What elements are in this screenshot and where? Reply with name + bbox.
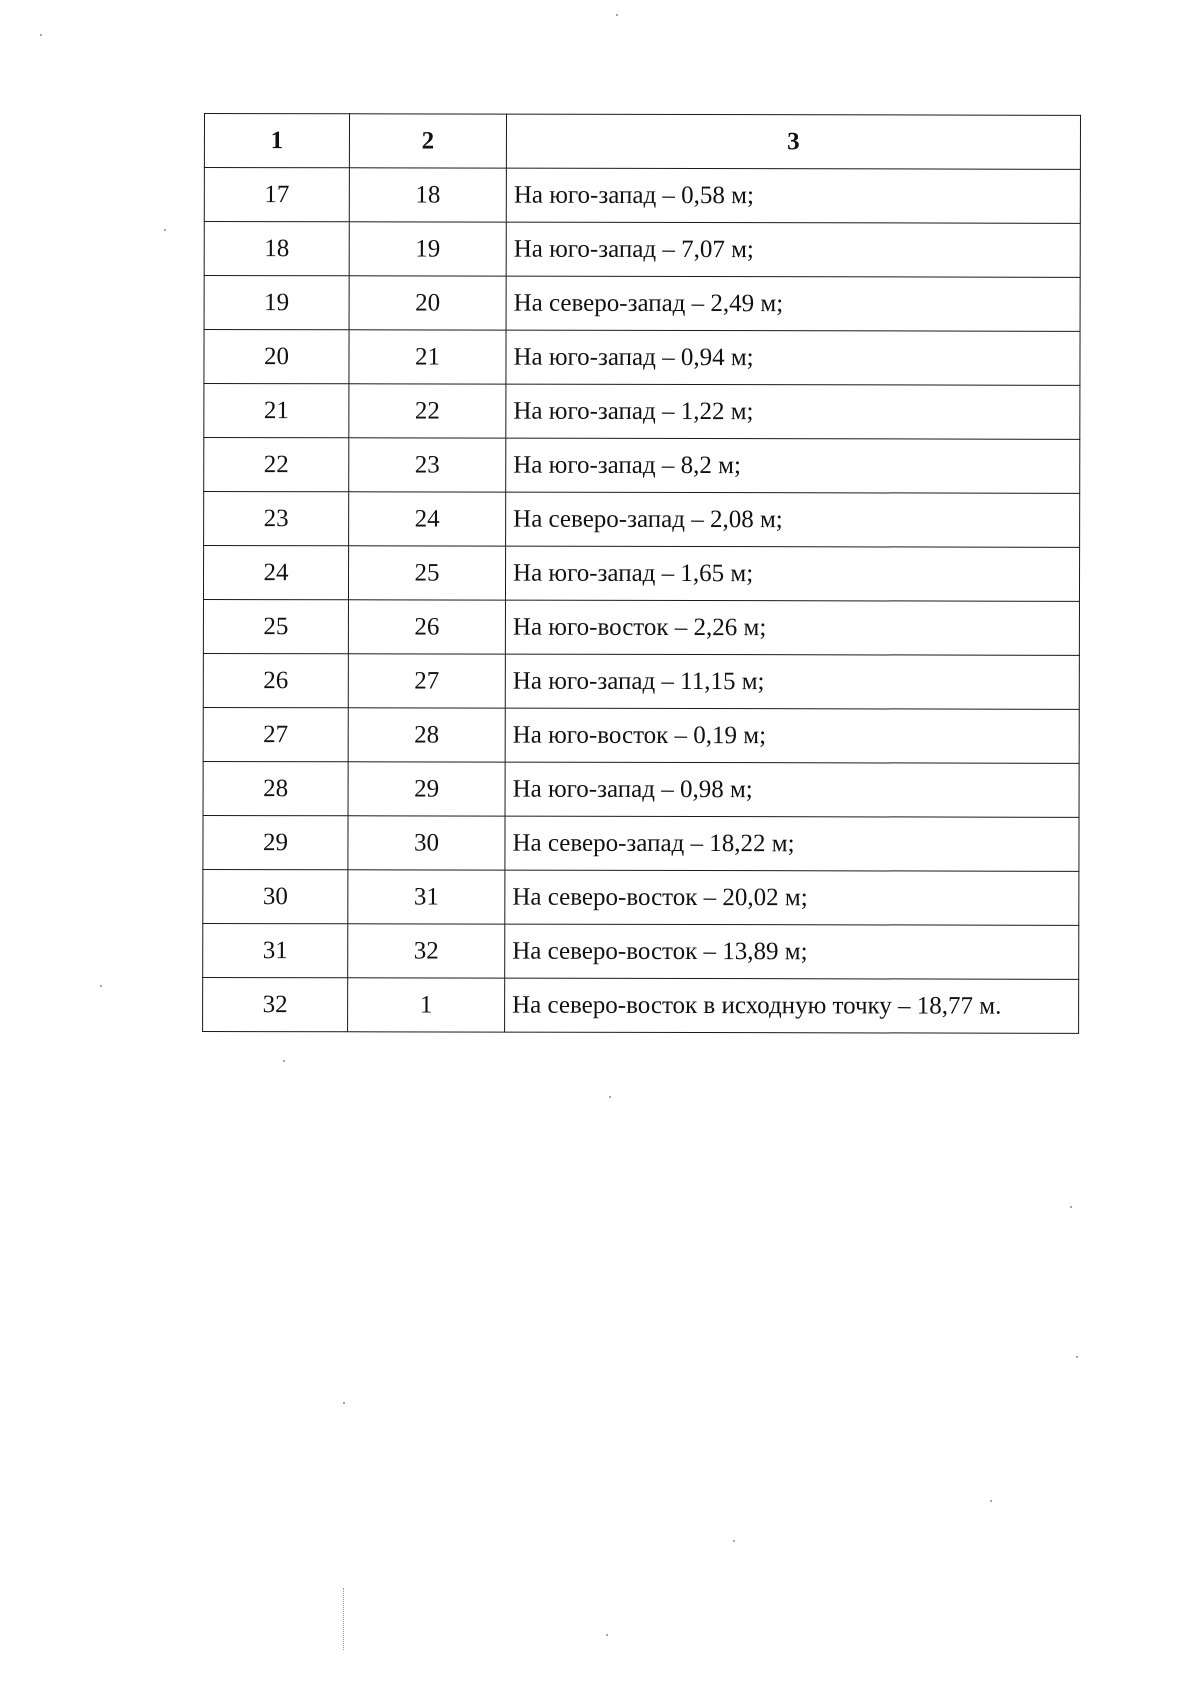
scan-speck: [609, 1096, 611, 1098]
table-row: [203, 546, 1079, 602]
header-col-2: 2: [349, 114, 506, 168]
direction-cell: На юго-запад – 0,98 м;: [505, 762, 1079, 817]
to-point-cell: 25: [348, 546, 505, 600]
scan-speck: [733, 1540, 735, 1542]
from-point-cell: 24: [203, 546, 348, 600]
to-point-cell: 19: [349, 222, 506, 276]
table-row: [204, 222, 1080, 278]
from-point-cell: 23: [204, 492, 349, 546]
scan-mark: [343, 1588, 345, 1650]
table-row: [203, 977, 1079, 1033]
table-row: [204, 384, 1080, 440]
from-point-cell: 21: [204, 384, 349, 438]
scan-speck: [283, 1060, 285, 1062]
direction-cell: На юго-запад – 1,22 м;: [506, 384, 1080, 439]
scan-speck: [40, 34, 42, 36]
direction-cell: На юго-запад – 0,58 м;: [506, 168, 1080, 223]
table-row: [203, 761, 1079, 817]
direction-cell: На юго-запад – 1,65 м;: [505, 546, 1079, 601]
from-point-cell: 30: [203, 869, 348, 923]
table-row: [203, 869, 1079, 925]
table-row: [204, 168, 1080, 224]
to-point-cell: 20: [349, 276, 506, 330]
direction-cell: На северо-восток – 20,02 м;: [505, 870, 1079, 925]
to-point-cell: 18: [349, 168, 506, 222]
direction-cell: На юго-восток – 2,26 м;: [505, 600, 1079, 655]
table-row: [204, 276, 1080, 332]
to-point-cell: 26: [348, 600, 505, 654]
from-point-cell: 31: [203, 923, 348, 977]
scan-speck: [164, 229, 166, 231]
from-point-cell: 25: [203, 600, 348, 654]
table-row: [204, 492, 1080, 548]
scan-speck: [990, 1500, 992, 1502]
from-point-cell: 29: [203, 815, 348, 869]
direction-cell: На северо-восток – 13,89 м;: [505, 924, 1079, 979]
from-point-cell: 32: [203, 977, 348, 1031]
from-point-cell: 28: [203, 761, 348, 815]
direction-cell: На юго-запад – 11,15 м;: [505, 654, 1079, 709]
from-point-cell: 27: [203, 707, 348, 761]
to-point-cell: 31: [348, 870, 505, 924]
to-point-cell: 22: [349, 384, 506, 438]
direction-cell: На юго-запад – 7,07 м;: [506, 222, 1080, 277]
table-row: [203, 653, 1079, 709]
direction-cell: На северо-запад – 18,22 м;: [505, 816, 1079, 871]
scan-speck: [343, 1402, 345, 1404]
scan-speck: [1076, 1356, 1078, 1358]
from-point-cell: 22: [204, 438, 349, 492]
table-header-row: [204, 114, 1080, 170]
scan-speck: [606, 1634, 608, 1636]
scan-speck: [616, 14, 618, 16]
to-point-cell: 21: [349, 330, 506, 384]
to-point-cell: 28: [348, 708, 505, 762]
direction-cell: На северо-запад – 2,49 м;: [506, 276, 1080, 331]
to-point-cell: 32: [348, 924, 505, 978]
scan-speck: [100, 985, 102, 987]
direction-cell: На юго-запад – 0,94 м;: [506, 330, 1080, 385]
to-point-cell: 24: [349, 492, 506, 546]
to-point-cell: 30: [348, 816, 505, 870]
table-row: [203, 923, 1079, 979]
from-point-cell: 19: [204, 276, 349, 330]
to-point-cell: 1: [348, 978, 505, 1032]
to-point-cell: 23: [349, 438, 506, 492]
header-col-1: 1: [204, 114, 349, 168]
to-point-cell: 27: [348, 654, 505, 708]
table-row: [204, 438, 1080, 494]
table-row: [203, 600, 1079, 656]
scan-speck: [1070, 1206, 1072, 1208]
from-point-cell: 18: [204, 222, 349, 276]
table-row: [203, 815, 1079, 871]
header-col-3: 3: [506, 114, 1080, 169]
from-point-cell: 17: [204, 168, 349, 222]
direction-cell: На северо-восток в исходную точку – 18,77 м.: [505, 978, 1079, 1033]
from-point-cell: 20: [204, 330, 349, 384]
from-point-cell: 26: [203, 653, 348, 707]
table-row: [203, 707, 1079, 763]
table-row: [204, 330, 1080, 386]
direction-cell: На юго-запад – 8,2 м;: [506, 438, 1080, 493]
boundary-table: [202, 113, 1081, 1034]
direction-cell: На северо-запад – 2,08 м;: [506, 492, 1080, 547]
to-point-cell: 29: [348, 762, 505, 816]
direction-cell: На юго-восток – 0,19 м;: [505, 708, 1079, 763]
